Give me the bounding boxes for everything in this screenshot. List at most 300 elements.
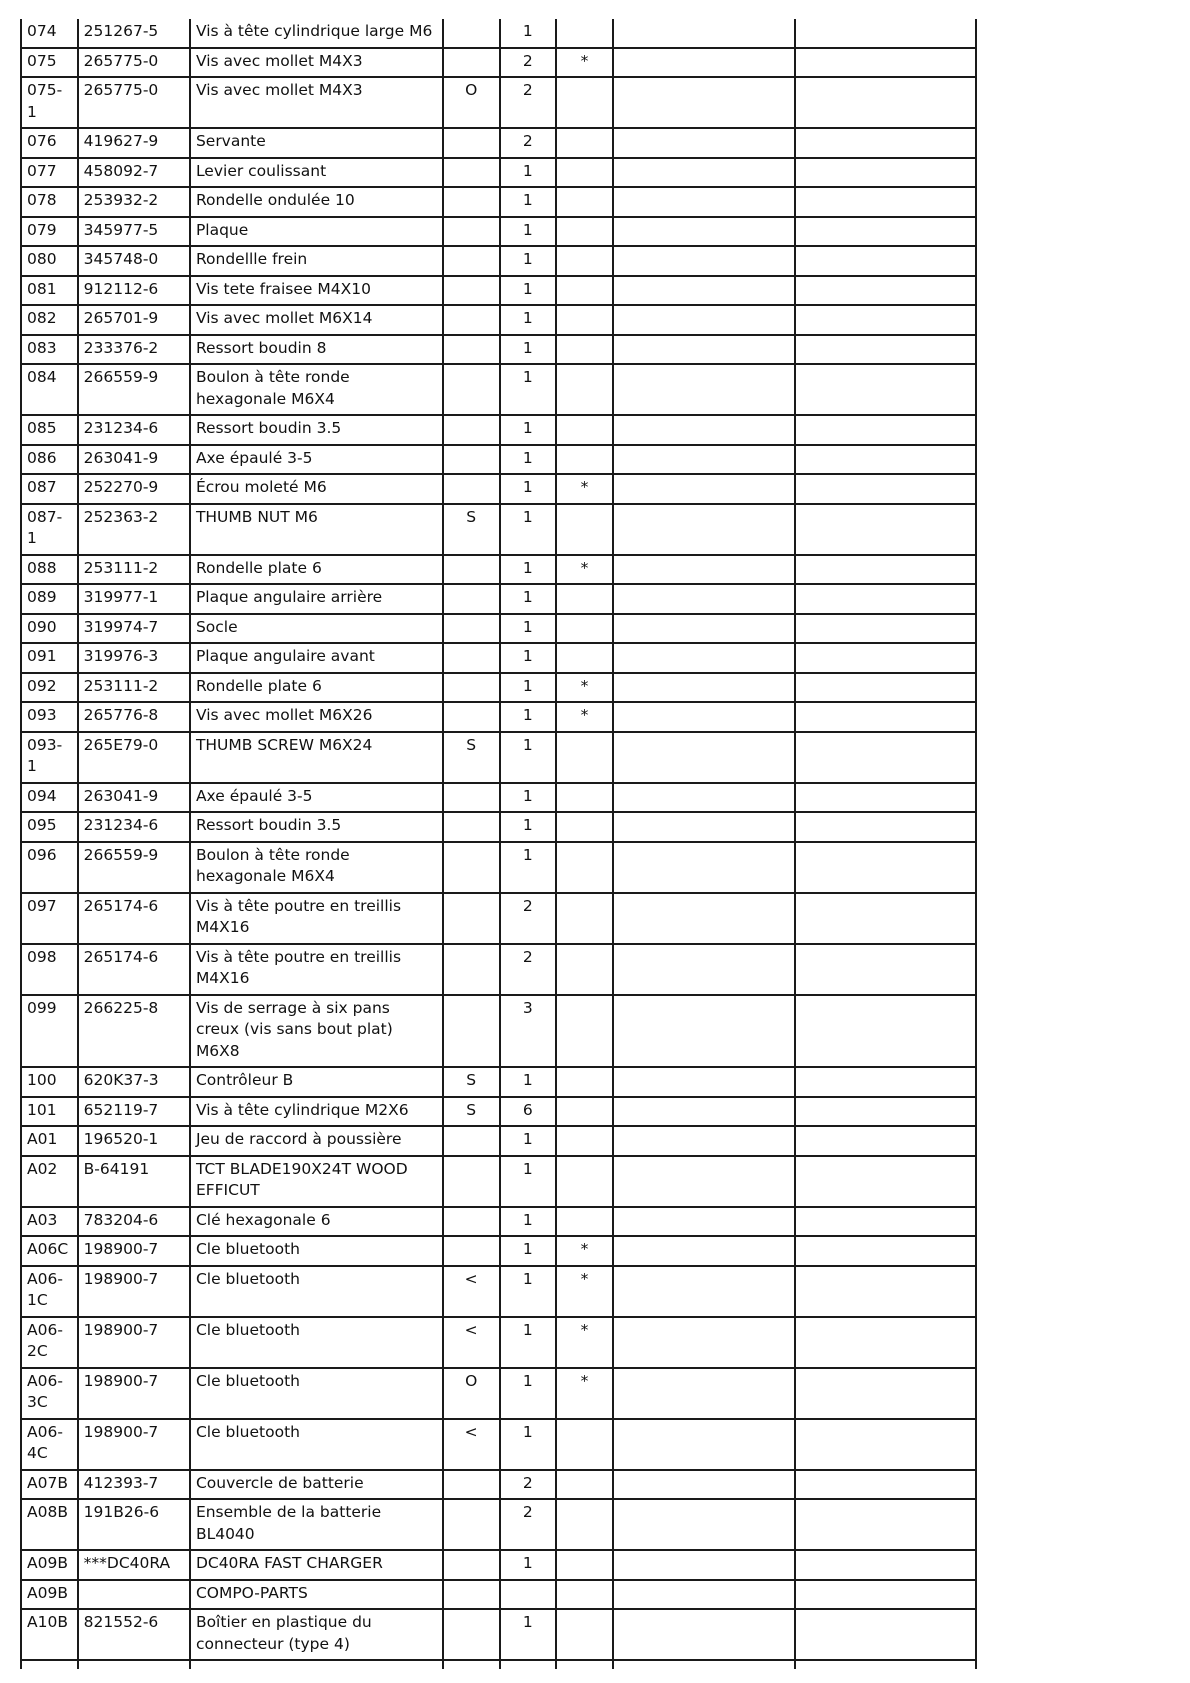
description-cell: Ensemble de la batterie BL4040 (190, 1499, 443, 1550)
table-row (21, 128, 976, 158)
table-row (21, 995, 976, 1068)
marker-cell (443, 643, 500, 673)
marker-cell (443, 555, 500, 585)
marker-cell (443, 995, 500, 1068)
blank-cell (795, 158, 976, 188)
part-number-cell: 419627-9 (78, 128, 190, 158)
note-cell (556, 1126, 613, 1156)
item-number-cell: 080 (21, 246, 78, 276)
blank-cell (613, 1317, 796, 1368)
blank-cell (556, 1660, 613, 1669)
blank-cell (795, 19, 976, 48)
description-cell: Vis tete fraisee M4X10 (190, 276, 443, 306)
quantity-cell: 1 (500, 1156, 557, 1207)
blank-cell (795, 1580, 976, 1610)
table-row (21, 1470, 976, 1500)
blank-cell (613, 19, 796, 48)
item-number-cell: A01 (21, 1126, 78, 1156)
blank-cell (795, 673, 976, 703)
table-row (21, 415, 976, 445)
description-cell: Levier coulissant (190, 158, 443, 188)
blank-cell (613, 1419, 796, 1470)
blank-cell (795, 1207, 976, 1237)
blank-cell (613, 584, 796, 614)
note-cell (556, 246, 613, 276)
description-cell: Ressort boudin 3.5 (190, 812, 443, 842)
description-cell: COMPO-PARTS (190, 1580, 443, 1610)
blank-cell (190, 1660, 443, 1669)
blank-cell (613, 504, 796, 555)
part-number-cell: 345977-5 (78, 217, 190, 247)
blank-cell (613, 364, 796, 415)
item-number-cell: 084 (21, 364, 78, 415)
part-number-cell: 912112-6 (78, 276, 190, 306)
blank-cell (613, 187, 796, 217)
part-number-cell: 458092-7 (78, 158, 190, 188)
blank-cell (795, 1266, 976, 1317)
blank-cell (613, 1067, 796, 1097)
part-number-cell: 412393-7 (78, 1470, 190, 1500)
description-cell: Vis avec mollet M4X3 (190, 77, 443, 128)
description-cell: Ressort boudin 3.5 (190, 415, 443, 445)
description-cell: DC40RA FAST CHARGER (190, 1550, 443, 1580)
blank-cell (795, 893, 976, 944)
quantity-cell: 1 (500, 158, 557, 188)
table-row (21, 48, 976, 78)
blank-cell (795, 643, 976, 673)
note-cell (556, 276, 613, 306)
item-number-cell: 093-1 (21, 732, 78, 783)
table-row (21, 276, 976, 306)
description-cell: Contrôleur B (190, 1067, 443, 1097)
part-number-cell: 252270-9 (78, 474, 190, 504)
quantity-cell: 1 (500, 187, 557, 217)
quantity-cell: 2 (500, 944, 557, 995)
blank-cell (613, 335, 796, 365)
note-cell (556, 504, 613, 555)
quantity-cell: 1 (500, 1236, 557, 1266)
blank-cell (613, 643, 796, 673)
blank-cell (613, 1660, 796, 1669)
part-number-cell: 198900-7 (78, 1266, 190, 1317)
table-row (21, 732, 976, 783)
description-cell: Servante (190, 128, 443, 158)
part-number-cell: 253111-2 (78, 673, 190, 703)
part-number-cell: 263041-9 (78, 783, 190, 813)
description-cell: Socle (190, 614, 443, 644)
quantity-cell: 2 (500, 77, 557, 128)
quantity-cell: 1 (500, 19, 557, 48)
description-cell: TCT BLADE190X24T WOOD EFFICUT (190, 1156, 443, 1207)
blank-cell (613, 474, 796, 504)
description-cell: Rondelle plate 6 (190, 555, 443, 585)
item-number-cell: 087 (21, 474, 78, 504)
item-number-cell: 082 (21, 305, 78, 335)
description-cell: Rondellle frein (190, 246, 443, 276)
note-cell (556, 995, 613, 1068)
part-number-cell: 198900-7 (78, 1236, 190, 1266)
blank-cell (613, 673, 796, 703)
blank-cell (795, 276, 976, 306)
table-row (21, 19, 976, 48)
note-cell (556, 19, 613, 48)
blank-cell (795, 1156, 976, 1207)
table-row (21, 1236, 976, 1266)
part-number-cell: 265775-0 (78, 48, 190, 78)
blank-cell (613, 783, 796, 813)
note-cell (556, 584, 613, 614)
quantity-cell: 2 (500, 1499, 557, 1550)
blank-cell (795, 732, 976, 783)
item-number-cell: 083 (21, 335, 78, 365)
note-cell: * (556, 48, 613, 78)
part-number-cell: 319974-7 (78, 614, 190, 644)
marker-cell (443, 415, 500, 445)
blank-cell (795, 217, 976, 247)
item-number-cell: 098 (21, 944, 78, 995)
quantity-cell: 6 (500, 1097, 557, 1127)
blank-cell (613, 1156, 796, 1207)
marker-cell: O (443, 77, 500, 128)
note-cell (556, 732, 613, 783)
part-number-cell: 319977-1 (78, 584, 190, 614)
part-number-cell: 265E79-0 (78, 732, 190, 783)
quantity-cell: 1 (500, 673, 557, 703)
note-cell (556, 1499, 613, 1550)
blank-cell (613, 1236, 796, 1266)
blank-cell (613, 1580, 796, 1610)
part-number-cell: 265174-6 (78, 893, 190, 944)
table-row (21, 812, 976, 842)
blank-cell (613, 842, 796, 893)
note-cell (556, 364, 613, 415)
blank-cell (795, 1470, 976, 1500)
part-number-cell: 265701-9 (78, 305, 190, 335)
blank-cell (613, 445, 796, 475)
item-number-cell: 085 (21, 415, 78, 445)
description-cell: Cle bluetooth (190, 1368, 443, 1419)
marker-cell (443, 842, 500, 893)
quantity-cell: 1 (500, 1266, 557, 1317)
marker-cell (443, 305, 500, 335)
description-cell: Clé hexagonale 6 (190, 1207, 443, 1237)
marker-cell (443, 128, 500, 158)
marker-cell (443, 246, 500, 276)
item-number-cell: A09B (21, 1580, 78, 1610)
note-cell (556, 1580, 613, 1610)
note-cell (556, 812, 613, 842)
part-number-cell: 620K37-3 (78, 1067, 190, 1097)
quantity-cell: 1 (500, 1126, 557, 1156)
table-row (21, 77, 976, 128)
blank-cell (795, 415, 976, 445)
item-number-cell: 089 (21, 584, 78, 614)
quantity-cell: 1 (500, 415, 557, 445)
quantity-cell: 1 (500, 614, 557, 644)
blank-cell (795, 584, 976, 614)
note-cell (556, 305, 613, 335)
note-cell (556, 445, 613, 475)
blank-cell (795, 614, 976, 644)
table-row (21, 1097, 976, 1127)
table-row (21, 504, 976, 555)
table-row (21, 445, 976, 475)
marker-cell (443, 1126, 500, 1156)
blank-cell (795, 77, 976, 128)
description-cell: Boulon à tête ronde hexagonale M6X4 (190, 842, 443, 893)
part-number-cell: 265775-0 (78, 77, 190, 128)
description-cell: Vis avec mollet M4X3 (190, 48, 443, 78)
marker-cell (443, 158, 500, 188)
quantity-cell: 1 (500, 474, 557, 504)
marker-cell (443, 335, 500, 365)
note-cell (556, 1097, 613, 1127)
marker-cell (443, 1580, 500, 1610)
item-number-cell: A06C (21, 1236, 78, 1266)
part-number-cell: 231234-6 (78, 415, 190, 445)
description-cell: Vis à tête poutre en treillis M4X16 (190, 893, 443, 944)
blank-cell (613, 128, 796, 158)
blank-cell (613, 1470, 796, 1500)
blank-cell (795, 1126, 976, 1156)
blank-cell (613, 614, 796, 644)
blank-cell (795, 783, 976, 813)
description-cell: Plaque (190, 217, 443, 247)
blank-cell (795, 1368, 976, 1419)
blank-cell (613, 702, 796, 732)
quantity-cell: 1 (500, 1368, 557, 1419)
part-number-cell: 252363-2 (78, 504, 190, 555)
blank-cell (613, 1550, 796, 1580)
note-cell (556, 128, 613, 158)
blank-cell (795, 944, 976, 995)
item-number-cell: 086 (21, 445, 78, 475)
note-cell (556, 1419, 613, 1470)
table-row (21, 584, 976, 614)
part-number-cell: 191B26-6 (78, 1499, 190, 1550)
item-number-cell: A10B (21, 1609, 78, 1660)
blank-cell (613, 1126, 796, 1156)
note-cell (556, 77, 613, 128)
item-number-cell: 093 (21, 702, 78, 732)
marker-cell: < (443, 1317, 500, 1368)
item-number-cell: 077 (21, 158, 78, 188)
blank-cell (613, 246, 796, 276)
blank-cell (500, 1660, 557, 1669)
table-row (21, 335, 976, 365)
table-row (21, 364, 976, 415)
item-number-cell: A06-3C (21, 1368, 78, 1419)
marker-cell: < (443, 1419, 500, 1470)
table-row (21, 1317, 976, 1368)
table-row (21, 187, 976, 217)
description-cell: THUMB SCREW M6X24 (190, 732, 443, 783)
marker-cell (443, 48, 500, 78)
part-number-cell: 198900-7 (78, 1368, 190, 1419)
blank-cell (795, 504, 976, 555)
blank-cell (795, 187, 976, 217)
table-row (21, 1609, 976, 1660)
item-number-cell: 101 (21, 1097, 78, 1127)
quantity-cell: 1 (500, 1317, 557, 1368)
part-number-cell: 319976-3 (78, 643, 190, 673)
item-number-cell: 091 (21, 643, 78, 673)
blank-cell (21, 1660, 78, 1669)
description-cell: THUMB NUT M6 (190, 504, 443, 555)
part-number-cell: 198900-7 (78, 1317, 190, 1368)
table-row (21, 1207, 976, 1237)
description-cell: Cle bluetooth (190, 1419, 443, 1470)
table-row (21, 246, 976, 276)
item-number-cell: 090 (21, 614, 78, 644)
quantity-cell: 1 (500, 504, 557, 555)
item-number-cell: 075-1 (21, 77, 78, 128)
blank-cell (795, 1067, 976, 1097)
marker-cell: S (443, 732, 500, 783)
marker-cell: O (443, 1368, 500, 1419)
marker-cell (443, 783, 500, 813)
table-row (21, 1368, 976, 1419)
item-number-cell: A03 (21, 1207, 78, 1237)
blank-cell (613, 1609, 796, 1660)
table-row (21, 702, 976, 732)
marker-cell (443, 893, 500, 944)
table-row (21, 555, 976, 585)
description-cell: Rondelle ondulée 10 (190, 187, 443, 217)
description-cell: Axe épaulé 3-5 (190, 783, 443, 813)
blank-cell (795, 1550, 976, 1580)
item-number-cell: 095 (21, 812, 78, 842)
blank-cell (795, 335, 976, 365)
table-row-continued (21, 1660, 976, 1669)
blank-cell (613, 1097, 796, 1127)
note-cell (556, 614, 613, 644)
blank-cell (795, 995, 976, 1068)
note-cell (556, 335, 613, 365)
part-number-cell: 266225-8 (78, 995, 190, 1068)
blank-cell (613, 158, 796, 188)
description-cell: Vis à tête poutre en treillis M4X16 (190, 944, 443, 995)
blank-cell (613, 77, 796, 128)
part-number-cell: 265174-6 (78, 944, 190, 995)
item-number-cell: 079 (21, 217, 78, 247)
note-cell (556, 1609, 613, 1660)
quantity-cell: 1 (500, 812, 557, 842)
marker-cell (443, 944, 500, 995)
marker-cell (443, 445, 500, 475)
blank-cell (613, 812, 796, 842)
part-number-cell: 198900-7 (78, 1419, 190, 1470)
item-number-cell: 099 (21, 995, 78, 1068)
blank-cell (795, 1317, 976, 1368)
table-row (21, 158, 976, 188)
item-number-cell: 076 (21, 128, 78, 158)
part-number-cell: 231234-6 (78, 812, 190, 842)
blank-cell (613, 415, 796, 445)
note-cell (556, 415, 613, 445)
item-number-cell: A06-2C (21, 1317, 78, 1368)
quantity-cell: 2 (500, 128, 557, 158)
description-cell: Plaque angulaire arrière (190, 584, 443, 614)
part-number-cell (78, 1580, 190, 1610)
description-cell: Boulon à tête ronde hexagonale M6X4 (190, 364, 443, 415)
quantity-cell: 1 (500, 276, 557, 306)
description-cell: Cle bluetooth (190, 1317, 443, 1368)
note-cell (556, 893, 613, 944)
marker-cell: S (443, 1067, 500, 1097)
marker-cell (443, 1236, 500, 1266)
blank-cell (795, 1236, 976, 1266)
table-row (21, 614, 976, 644)
blank-cell (443, 1660, 500, 1669)
item-number-cell: 088 (21, 555, 78, 585)
blank-cell (795, 474, 976, 504)
blank-cell (78, 1660, 190, 1669)
part-number-cell: 266559-9 (78, 364, 190, 415)
marker-cell (443, 1207, 500, 1237)
note-cell: * (556, 1236, 613, 1266)
description-cell: Ressort boudin 8 (190, 335, 443, 365)
table-row (21, 673, 976, 703)
marker-cell: S (443, 1097, 500, 1127)
quantity-cell: 1 (500, 364, 557, 415)
marker-cell (443, 673, 500, 703)
note-cell (556, 783, 613, 813)
note-cell (556, 643, 613, 673)
note-cell: * (556, 1317, 613, 1368)
item-number-cell: 097 (21, 893, 78, 944)
table-row (21, 217, 976, 247)
quantity-cell: 2 (500, 1470, 557, 1500)
part-number-cell: 253111-2 (78, 555, 190, 585)
quantity-cell: 1 (500, 335, 557, 365)
note-cell (556, 1067, 613, 1097)
table-row (21, 1499, 976, 1550)
item-number-cell: 081 (21, 276, 78, 306)
parts-rows (21, 19, 976, 1669)
blank-cell (613, 1368, 796, 1419)
table-row (21, 1580, 976, 1610)
blank-cell (613, 995, 796, 1068)
marker-cell (443, 474, 500, 504)
item-number-cell: 092 (21, 673, 78, 703)
part-number-cell: 783204-6 (78, 1207, 190, 1237)
quantity-cell: 1 (500, 1207, 557, 1237)
item-number-cell: A06-1C (21, 1266, 78, 1317)
item-number-cell: 074 (21, 19, 78, 48)
quantity-cell: 1 (500, 246, 557, 276)
blank-cell (613, 944, 796, 995)
marker-cell: S (443, 504, 500, 555)
item-number-cell: A09B (21, 1550, 78, 1580)
table-row (21, 944, 976, 995)
part-number-cell: 196520-1 (78, 1126, 190, 1156)
quantity-cell: 1 (500, 445, 557, 475)
blank-cell (795, 1419, 976, 1470)
note-cell (556, 1156, 613, 1207)
quantity-cell: 1 (500, 702, 557, 732)
marker-cell (443, 702, 500, 732)
part-number-cell: B-64191 (78, 1156, 190, 1207)
item-number-cell: A07B (21, 1470, 78, 1500)
note-cell (556, 217, 613, 247)
description-cell: Axe épaulé 3-5 (190, 445, 443, 475)
blank-cell (795, 445, 976, 475)
marker-cell (443, 1499, 500, 1550)
description-cell: Rondelle plate 6 (190, 673, 443, 703)
blank-cell (795, 555, 976, 585)
note-cell (556, 944, 613, 995)
